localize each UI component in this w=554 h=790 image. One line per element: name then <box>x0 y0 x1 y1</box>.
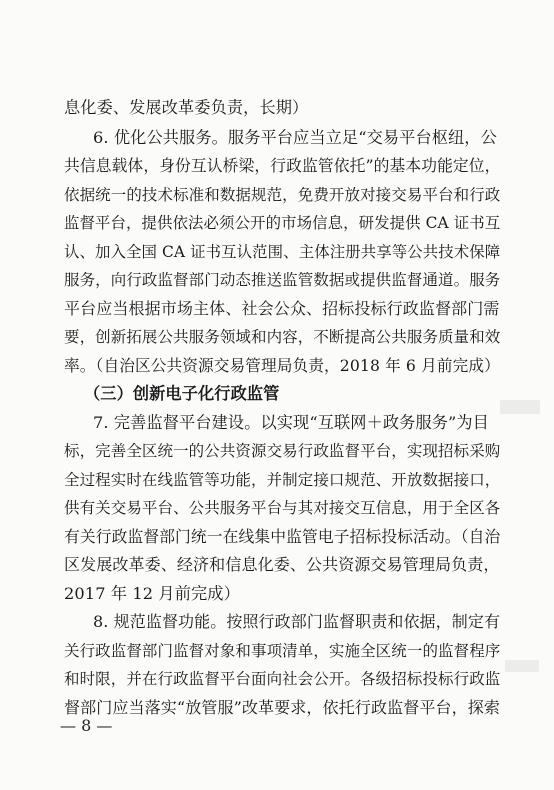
page-number: — 8 — <box>60 716 113 735</box>
text-line: 共信息载体，身份互认桥梁，行政监管依托”的基本功能定位， <box>64 156 501 175</box>
text-line: 服务，向行政监督部门动态推送监管数据或提供监督通道。服务 <box>64 271 501 289</box>
text-line: 平台应当根据市场主体、社会公众、招标投标行政监督部门需 <box>64 299 500 318</box>
text-line: 依据统一的技术标准和数据规范，免费开放对接交易平台和行政 <box>64 186 501 204</box>
text-line: 有关行政监督部门统一在线集中监管电子招标投标活动。（自治 <box>64 527 501 546</box>
text-line: 7. 完善监督平台建设。以实现“互联网＋政务服务”为目 <box>93 413 489 432</box>
scan-smudge <box>500 400 540 414</box>
text-line: 关行政监督部门监督对象和事项清单，实施全区统一的监督程序 <box>64 642 501 660</box>
text-line: 认、加入全国 CA 证书互认范围、主体注册共享等公共技术保障 <box>64 243 501 261</box>
text-line: 全过程实时在线监管等功能，并制定接口规范、开放数据接口， <box>64 471 501 489</box>
scan-smudge <box>505 660 539 672</box>
text-line: 息化委、发展改革委负责，长期） <box>64 98 309 117</box>
text-line: 区发展改革委、经济和信息化委、公共资源交易管理局负责， <box>64 555 500 574</box>
section-heading: （三）创新电子化行政监管 <box>84 384 280 403</box>
text-line: 8. 规范监督功能。按照行政部门监督职责和依据，制定有 <box>93 612 501 631</box>
text-line: 供有关交易平台、公共服务平台与其对接交互信息，用于全区各 <box>64 499 501 517</box>
text-line: 和时限，并在行政监督平台面向社会公开。各级招标投标行政监 <box>64 670 501 688</box>
text-line: 要，创新拓展公共服务领域和内容，不断提高公共服务质量和效 <box>64 328 501 346</box>
text-line: 6. 优化公共服务。服务平台应当立足“交易平台枢纽，公 <box>93 128 497 147</box>
text-line: 标，完善全区统一的公共资源交易行政监督平台，实现招标采购 <box>64 442 501 460</box>
text-line: 率。（自治区公共资源交易管理局负责，2018 年 6 月前完成） <box>64 356 500 375</box>
text-line: 督部门应当落实“放管服”改革要求，依托行政监督平台，探索 <box>64 698 501 717</box>
text-line: 监督平台，提供依法必须公开的市场信息，研发提供 CA 证书互 <box>64 214 501 232</box>
text-line: 2017 年 12 月前完成） <box>64 584 240 603</box>
